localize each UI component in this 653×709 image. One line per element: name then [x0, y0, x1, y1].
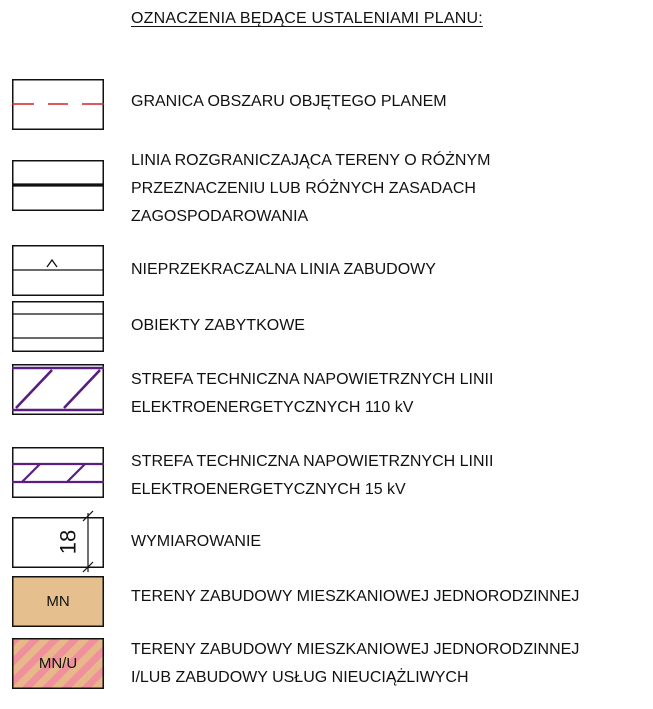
- description-line: I/LUB ZABUDOWY USŁUG NIEUCIĄŻLIWYCH: [131, 669, 469, 686]
- building-line-symbol: [12, 245, 104, 296]
- legend-description: [131, 256, 436, 284]
- zone-code-label: MN: [46, 593, 70, 610]
- legend-description: [131, 636, 579, 692]
- description-line: STREFA TECHNICZNA NAPOWIETRZNYCH LINII: [131, 453, 494, 470]
- legend-description: [131, 312, 305, 340]
- legend-description: [131, 448, 493, 504]
- description-line: ZAGOSPODAROWANIA: [131, 208, 309, 225]
- description-line: STREFA TECHNICZNA NAPOWIETRZNYCH LINII: [131, 371, 494, 388]
- legend-title: OZNACZENIA BĘDĄCE USTALENIAMI PLANU:: [131, 10, 483, 27]
- description-line: TERENY ZABUDOWY MIESZKANIOWEJ JEDNORODZINNEJ: [131, 641, 580, 658]
- description-line: ELEKTROENERGETYCZNYCH 110 kV: [131, 399, 414, 416]
- legend-description: [131, 147, 490, 231]
- violet-hatch-15kv-symbol: [12, 447, 104, 498]
- dimension-value: 18: [55, 529, 81, 555]
- legend-description: [131, 88, 447, 116]
- mnu-striped-symbol: [12, 638, 104, 689]
- legend-description: [131, 528, 261, 556]
- double-line-symbol: [12, 301, 104, 352]
- description-line: ELEKTROENERGETYCZNYCH 15 kV: [131, 481, 406, 498]
- thick-solid-line-symbol: [12, 160, 104, 211]
- description-line: NIEPRZEKRACZALNA LINIA ZABUDOWY: [131, 261, 436, 278]
- description-line: TERENY ZABUDOWY MIESZKANIOWEJ JEDNORODZINNEJ: [131, 588, 580, 605]
- description-line: GRANICA OBSZARU OBJĘTEGO PLANEM: [131, 93, 447, 110]
- dimension-symbol: [12, 517, 104, 568]
- description-line: OBIEKTY ZABYTKOWE: [131, 317, 305, 334]
- description-line: LINIA ROZGRANICZAJĄCA TERENY O RÓŻNYM: [131, 152, 491, 169]
- description-line: WYMIAROWANIE: [131, 533, 262, 550]
- violet-hatch-110kv-symbol: [12, 364, 104, 415]
- red-dashed-line-symbol: [12, 79, 104, 130]
- legend-description: [131, 366, 493, 422]
- description-line: PRZEZNACZENIU LUB RÓŻNYCH ZASADACH: [131, 180, 476, 197]
- legend-description: [131, 583, 579, 611]
- zone-code-label: MN/U: [38, 655, 78, 672]
- mn-fill-symbol: [12, 576, 104, 627]
